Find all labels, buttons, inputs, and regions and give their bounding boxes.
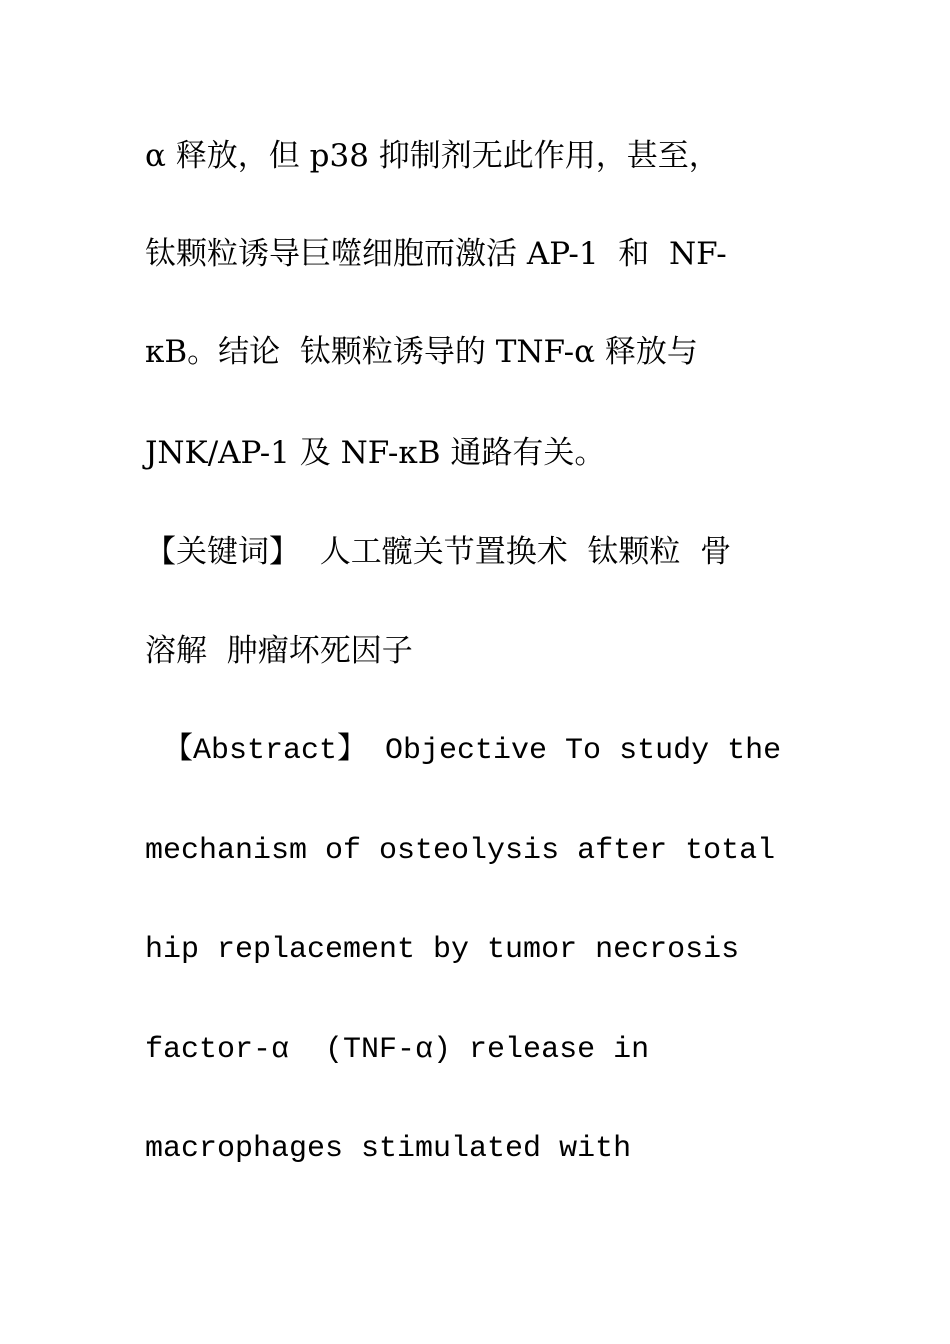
abstract-line-2: mechanism of osteolysis after total — [145, 834, 776, 868]
text-line-3: κB。结论 钛颗粒诱导的 TNF-α 释放与 — [145, 334, 698, 370]
text-line-2: 钛颗粒诱导巨噬细胞而激活 AP-1 和 NF- — [145, 236, 727, 272]
abstract-line-4: factor-α (TNF-α) release in — [145, 1033, 650, 1067]
abstract-line-5: macrophages stimulated with — [145, 1132, 632, 1166]
keywords-line: 【关键词】 人工髋关节置换术 钛颗粒 骨 — [145, 534, 732, 570]
text-line-1: α 释放，但 p38 抑制剂无此作用，甚至， — [145, 138, 720, 174]
abstract-line-1: 【Abstract】 Objective To study the — [145, 734, 782, 768]
abstract-line-3: hip replacement by tumor necrosis — [145, 933, 740, 967]
keywords-line-continued: 溶解 肿瘤坏死因子 — [145, 633, 413, 669]
text-line-4: JNK/AP-1 及 NF-κB 通路有关。 — [145, 435, 606, 471]
